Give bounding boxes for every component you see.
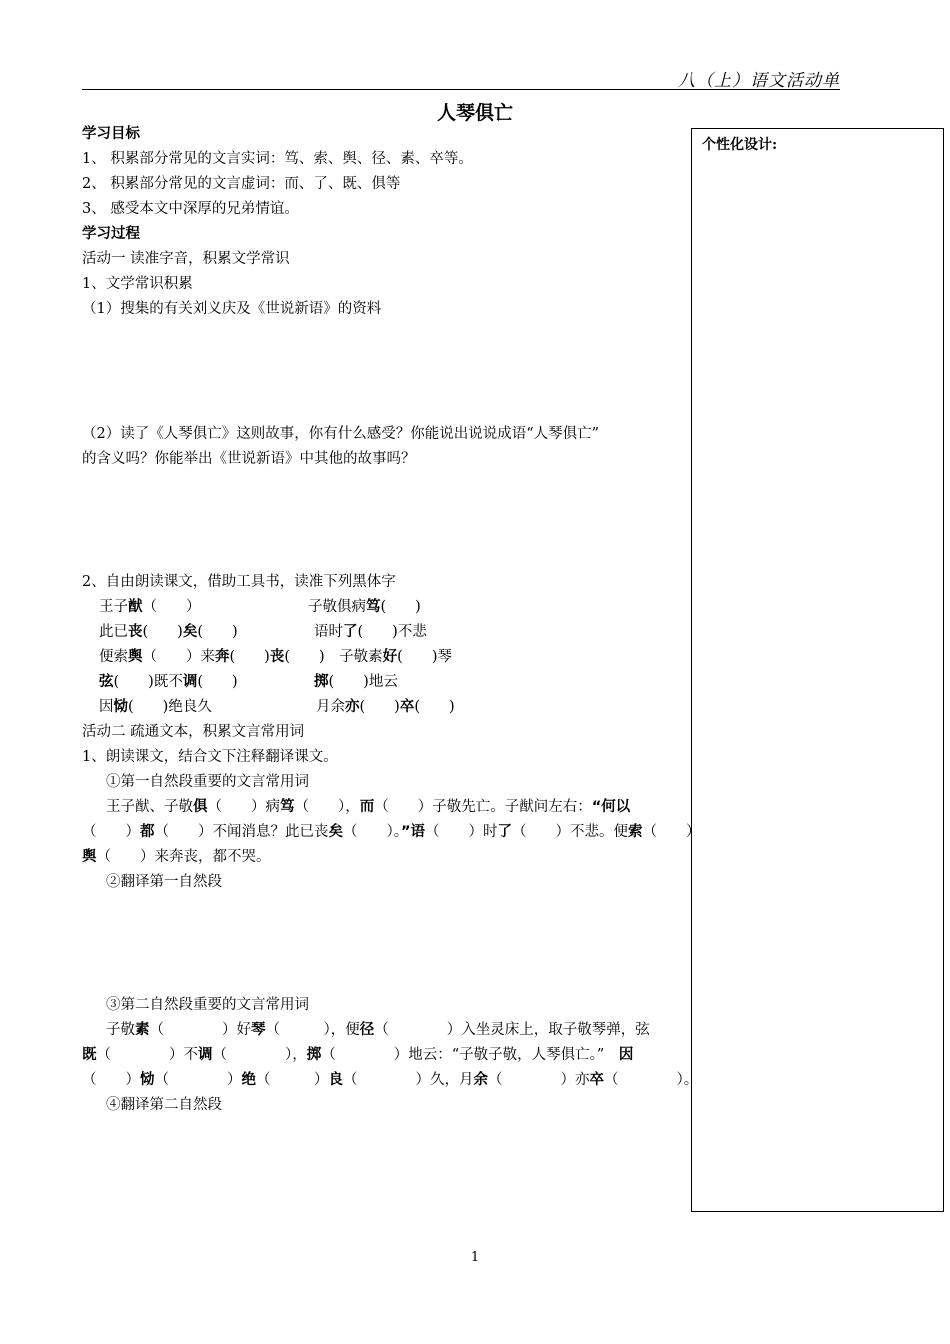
goal-3: 3、 感受本文中深厚的兄弟情谊。: [82, 201, 299, 217]
personal-design-box: [691, 128, 944, 1212]
page-number: 1: [470, 1250, 480, 1265]
para-2-words-heading: ③第二自然段重要的文言常用词: [106, 997, 309, 1013]
goals-heading: 学习目标: [82, 125, 140, 142]
process-heading: 学习过程: [82, 225, 140, 242]
para-1-line-2: （ ）都（ ）不闻消息？此已丧矣（ ）。”语（ ）时了（ ）不悲。便索（ ）: [82, 824, 701, 840]
document-title: 人琴俱亡: [436, 102, 513, 124]
para-1-line-3: 舆（ ）来奔丧，都不哭。: [82, 849, 271, 865]
item-reading-aloud: 2、自由朗读课文，借助工具书，读准下列黑体字: [82, 574, 396, 590]
pron-row-5a: 因恸( )绝良久: [99, 699, 212, 715]
question-1-2-line-2: 的含义吗？你能举出《世说新语》中其他的故事吗？: [82, 451, 416, 467]
para-2-line-1: 子敬素（ ）好琴（ ），便径（ ）入坐灵床上，取子敬琴弹，弦: [106, 1022, 650, 1038]
item-translate: 1、朗读课文，结合文下注释翻译课文。: [82, 749, 338, 765]
para-1-translate-heading: ②翻译第一自然段: [106, 874, 222, 890]
pron-row-4a: 弦( )既不调( ): [99, 674, 238, 690]
goal-2: 2、 积累部分常见的文言虚词：而、了、既、俱等: [82, 176, 401, 192]
question-1-2-line-1: （2）读了《人琴俱亡》这则故事，你有什么感受？你能说出说说成语“人琴俱亡”: [82, 426, 600, 442]
goal-1: 1、 积累部分常见的文言实词：笃、索、舆、径、素、卒等。: [82, 151, 473, 167]
activity-1-heading: 活动一 读准字音，积累文学常识: [82, 251, 290, 267]
pron-row-3: 便索舆（ ）来奔( )丧( ) 子敬素好( )琴: [99, 649, 452, 665]
para-2-line-3: （ ）恸（ ）绝（ ）良（ ）久，月余（ ）亦卒（ ）。: [82, 1072, 699, 1088]
pron-row-1b: 子敬俱病笃( ): [308, 599, 421, 615]
header-rule: [82, 89, 840, 90]
para-1-line-1: 王子猷、子敬俱（ ）病笃（ ），而（ ）子敬先亡。子猷问左右：“何以: [106, 799, 631, 815]
para-2-line-2: 既（ ）不调（ ），掷（ ）地云：“子敬子敬，人琴俱亡。” 因: [82, 1047, 634, 1063]
pron-row-1a: 王子猷（ ）: [99, 599, 201, 615]
activity-2-heading: 活动二 疏通文本，积累文言常用词: [82, 724, 305, 740]
page-header-text: 八（上）语文活动单: [678, 71, 840, 91]
pron-row-2a: 此已丧( )矣( ): [99, 624, 238, 640]
pron-row-5b: 月余亦( )卒( ): [316, 699, 455, 715]
para-1-words-heading: ①第一自然段重要的文言常用词: [106, 774, 309, 790]
personal-design-label: 个性化设计:: [702, 137, 778, 153]
question-1-1: （1）搜集的有关刘义庆及《世说新语》的资料: [82, 301, 382, 317]
para-2-translate-heading: ④翻译第二自然段: [106, 1097, 222, 1113]
pron-row-2b: 语时了( )不悲: [314, 624, 427, 640]
item-literary-knowledge: 1、文学常识积累: [82, 276, 193, 292]
pron-row-4b: 掷( )地云: [314, 674, 398, 690]
